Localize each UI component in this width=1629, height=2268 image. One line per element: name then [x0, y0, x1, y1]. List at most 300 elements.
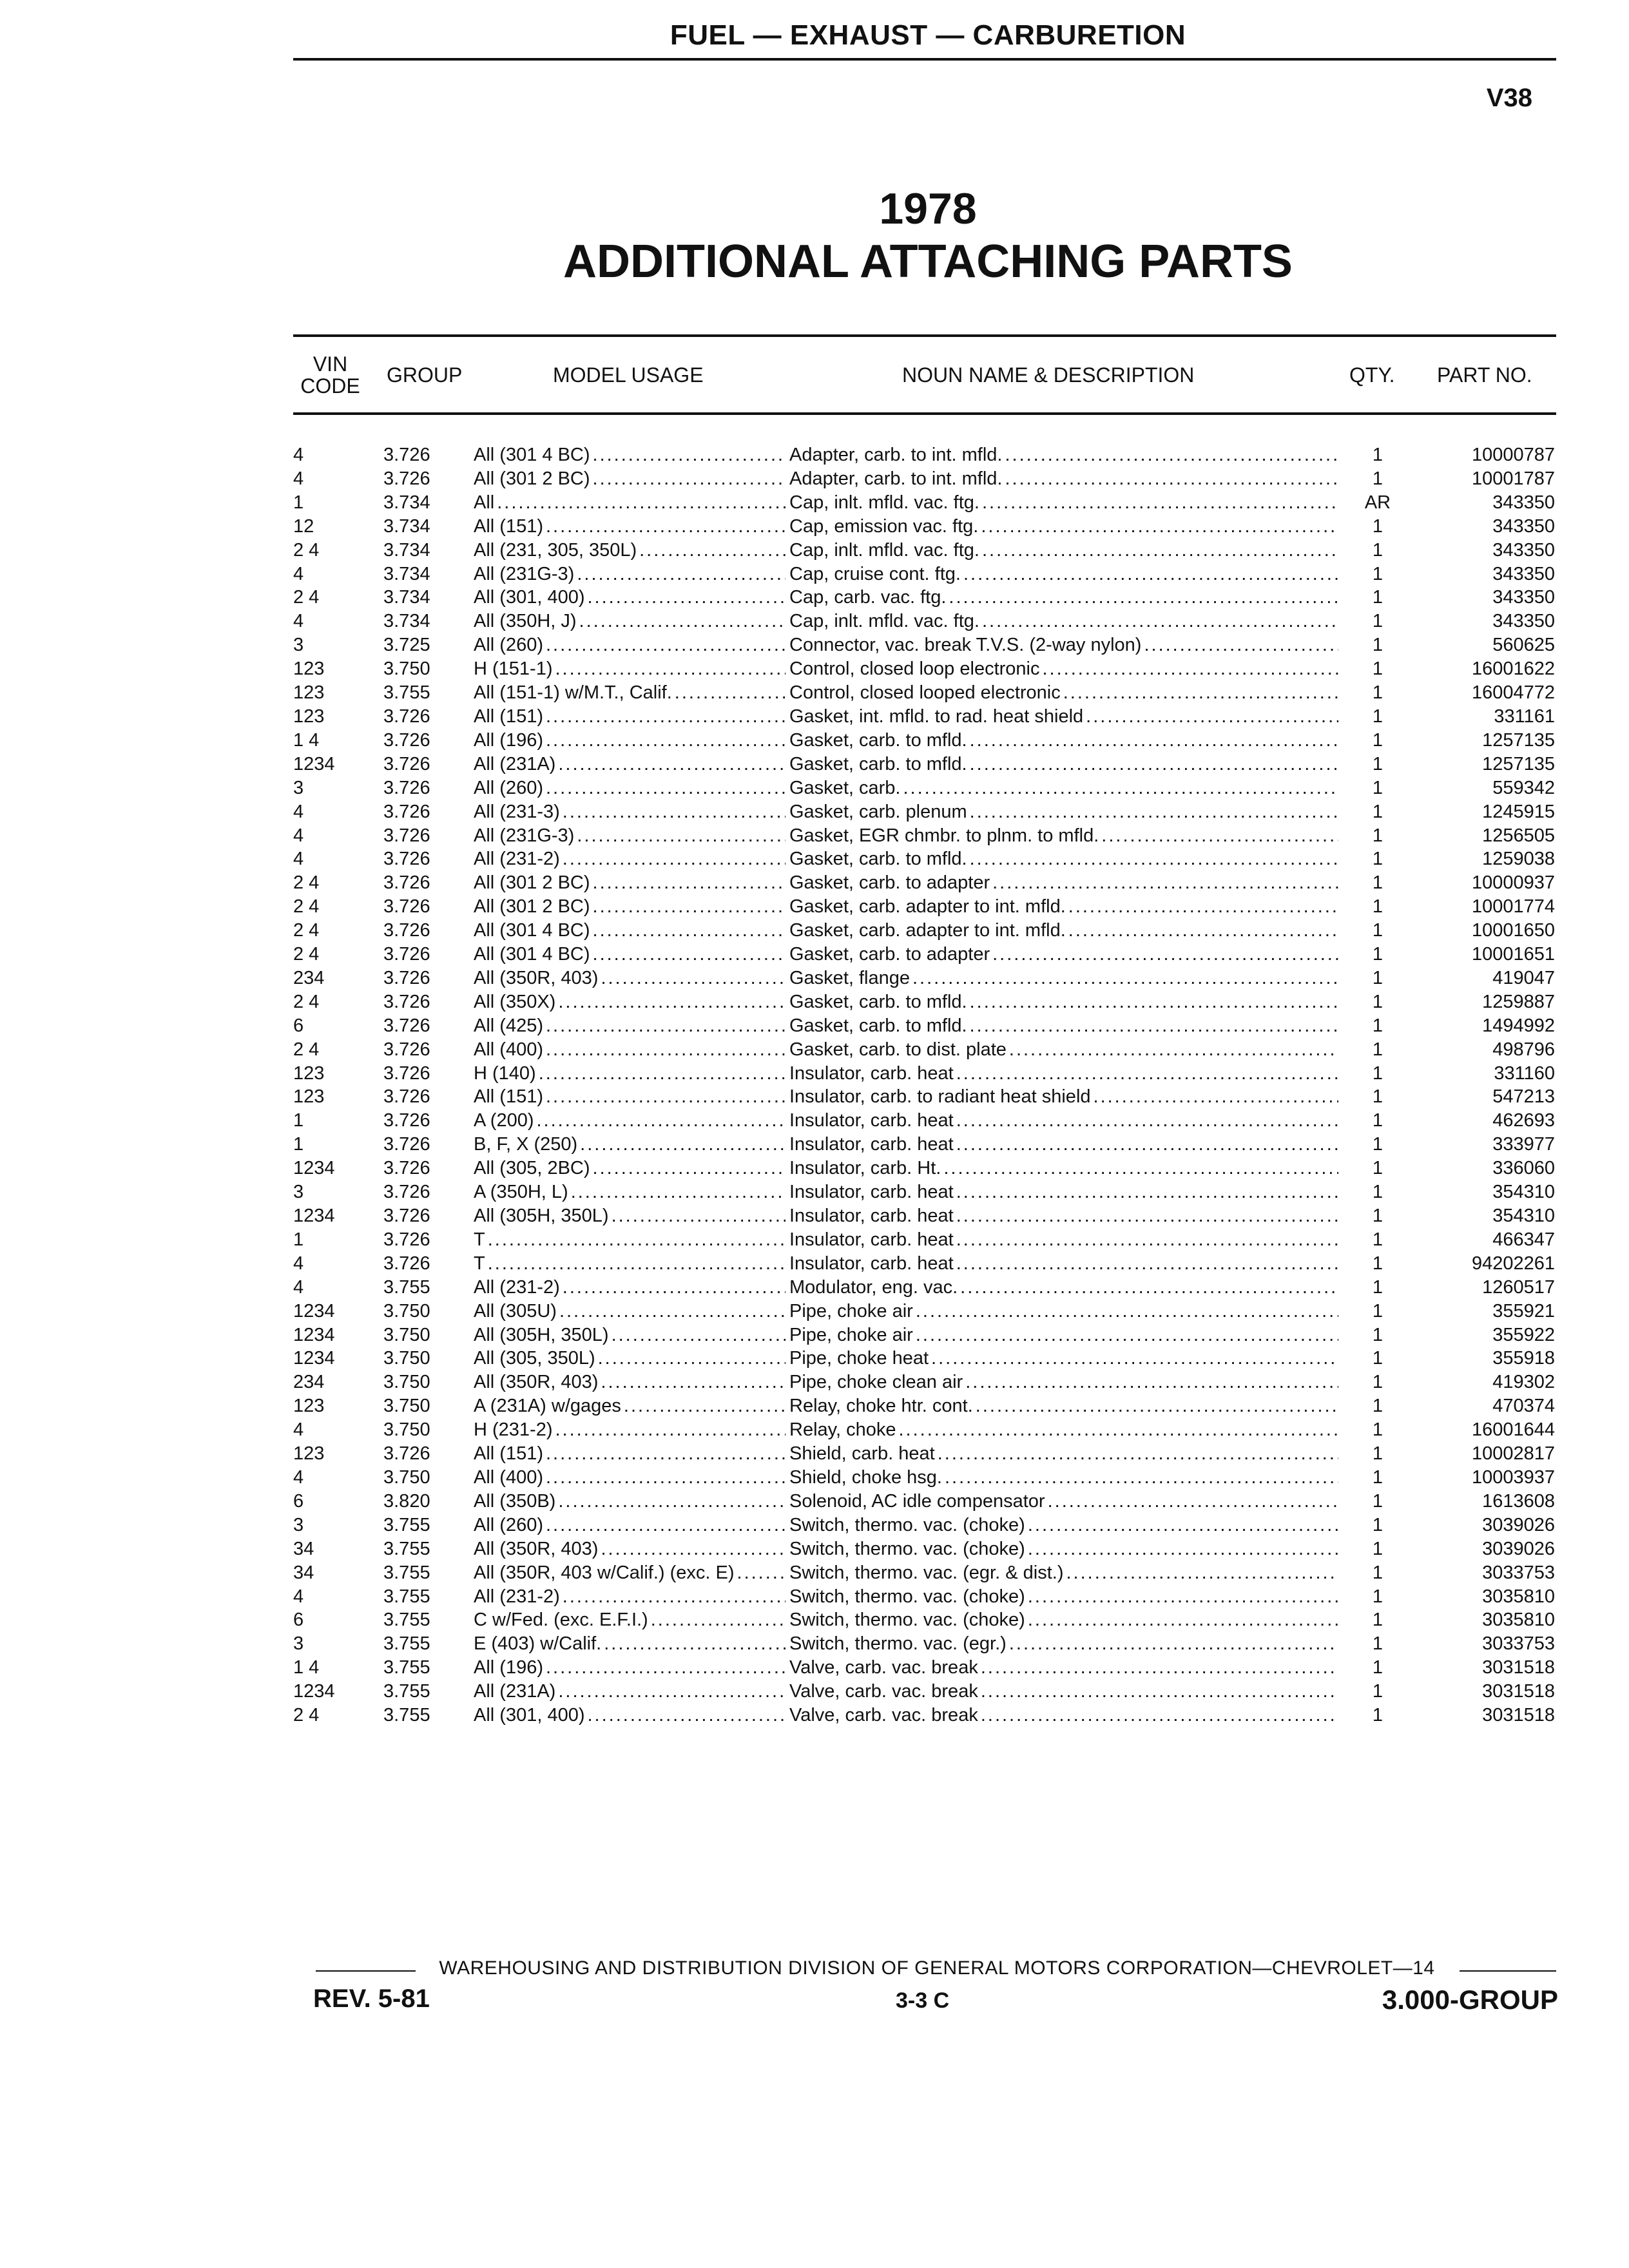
description-cell-text: Gasket, carb. to mfld.: [789, 753, 967, 774]
description-cell-text: Cap, inlt. mfld. vac. ftg.: [789, 611, 979, 632]
table-row: [293, 1680, 1555, 1704]
dot-leader: [497, 491, 786, 515]
description-cell: [789, 1109, 1342, 1133]
description-cell: [789, 491, 1342, 515]
vin-code-cell: 234: [293, 967, 325, 988]
description-cell: [789, 800, 1342, 824]
description-cell-leader: [789, 515, 1342, 539]
dot-leader: [1094, 1085, 1338, 1109]
description-cell-text: Gasket, carb. plenum: [789, 801, 967, 822]
table-row: [293, 895, 1555, 919]
qty-cell: 1: [1372, 1300, 1383, 1321]
dot-leader: [956, 1252, 1338, 1276]
model-usage-cell-text: All (151): [474, 515, 543, 537]
description-cell: [789, 1370, 1342, 1394]
dot-leader: [588, 586, 786, 610]
description-cell: [789, 1418, 1342, 1442]
model-usage-cell-leader: [474, 657, 789, 681]
group-cell: 3.726: [383, 1039, 430, 1060]
description-cell: [789, 1133, 1342, 1157]
table-row: [293, 1347, 1555, 1370]
group-cell: 3.726: [383, 1086, 430, 1108]
qty-cell: 1: [1372, 1324, 1383, 1345]
description-cell-text: Insulator, carb. heat: [789, 1182, 954, 1203]
qty-cell: 1: [1372, 1086, 1383, 1108]
model-usage-cell: [474, 990, 789, 1014]
model-usage-cell-leader: [474, 800, 789, 824]
description-cell: [789, 1442, 1342, 1466]
model-usage-cell-leader: [474, 847, 789, 871]
model-usage-cell-text: T: [474, 1253, 485, 1274]
part-number-cell: 355921: [1492, 1300, 1555, 1321]
dot-leader: [563, 800, 786, 824]
qty-cell: 1: [1372, 1586, 1383, 1607]
group-cell: 3.755: [383, 1610, 430, 1631]
group-cell: 3.734: [383, 515, 430, 537]
table-row: [293, 1204, 1555, 1228]
part-number-cell: 1259887: [1482, 991, 1555, 1012]
model-usage-cell-text: All (301 4 BC): [474, 944, 590, 965]
model-usage-cell-text: All (301 2 BC): [474, 872, 590, 894]
table-row: [293, 1252, 1555, 1276]
model-usage-cell: [474, 467, 789, 491]
table-row: [293, 1109, 1555, 1133]
qty-cell: 1: [1372, 967, 1383, 988]
group-cell: 3.734: [383, 587, 430, 608]
group-cell: 3.726: [383, 706, 430, 727]
group-cell: 3.755: [383, 1538, 430, 1559]
model-usage-cell: [474, 1704, 789, 1727]
dot-leader: [577, 824, 786, 848]
description-cell-leader: [789, 610, 1342, 633]
description-cell: [789, 1180, 1342, 1204]
dot-leader: [546, 1085, 786, 1109]
model-usage-cell-leader: [474, 1085, 789, 1109]
group-cell: 3.726: [383, 991, 430, 1012]
description-cell-text: Gasket, flange: [789, 967, 910, 988]
description-cell-leader: [789, 1180, 1342, 1204]
model-usage-cell-leader: [474, 895, 789, 919]
part-number-cell: 343350: [1492, 539, 1555, 561]
table-row: [293, 1632, 1555, 1656]
description-cell-leader: [789, 1585, 1342, 1609]
dot-leader: [593, 919, 786, 943]
description-cell-text: Gasket, carb. to mfld.: [789, 729, 967, 751]
dot-leader: [949, 586, 1338, 610]
qty-cell: 1: [1372, 1681, 1383, 1702]
vin-code-cell: 4: [293, 1276, 304, 1298]
qty-cell: 1: [1372, 1039, 1383, 1060]
model-usage-cell: [474, 1418, 789, 1442]
group-cell: 3.726: [383, 825, 430, 846]
description-cell: [789, 633, 1342, 657]
group-cell: 3.726: [383, 1206, 430, 1226]
table-row: [293, 562, 1555, 586]
part-number-cell: 3039026: [1482, 1514, 1555, 1535]
model-usage-cell: [474, 1608, 789, 1632]
description-cell: [789, 1300, 1342, 1323]
dot-leader: [651, 1608, 786, 1632]
column-header-top-rule: [293, 334, 1556, 337]
qty-cell: 1: [1372, 729, 1383, 751]
model-usage-cell: [474, 1085, 789, 1109]
description-cell: [789, 1585, 1342, 1609]
dot-leader: [593, 1157, 786, 1180]
table-row: [293, 729, 1555, 753]
model-usage-cell-text: All (350R, 403): [474, 1372, 599, 1393]
description-cell: [789, 1680, 1342, 1704]
part-number-cell: 3031518: [1482, 1657, 1555, 1678]
dot-leader: [970, 1014, 1338, 1038]
dot-leader: [912, 966, 1338, 990]
part-number-cell: 10001787: [1471, 468, 1555, 489]
model-usage-cell-leader: [474, 1561, 789, 1585]
description-cell-text: Gasket, int. mfld. to rad. heat shield: [789, 706, 1084, 727]
description-cell-leader: [789, 800, 1342, 824]
dot-leader: [601, 1370, 786, 1394]
description-cell-leader: [789, 562, 1342, 586]
vin-code-cell: 1234: [293, 753, 335, 774]
description-cell-text: Switch, thermo. vac. (egr.): [789, 1633, 1007, 1655]
model-usage-cell: [474, 1394, 789, 1418]
table-row: [293, 1300, 1555, 1323]
dot-leader: [546, 1442, 786, 1466]
part-number-cell: 343350: [1492, 515, 1555, 537]
dot-leader: [558, 1680, 786, 1704]
dot-leader: [675, 681, 786, 705]
vin-code-cell: 4: [293, 1466, 304, 1488]
description-cell-leader: [789, 1370, 1342, 1394]
model-usage-cell-leader: [474, 1228, 789, 1252]
vin-code-cell: 4: [293, 445, 304, 465]
description-cell-leader: [789, 1632, 1342, 1656]
vin-code-cell: 1: [293, 1110, 304, 1131]
model-usage-cell-text: All (151): [474, 1086, 543, 1108]
description-cell-text: Pipe, choke heat: [789, 1348, 929, 1369]
dot-leader: [970, 847, 1338, 871]
description-cell-leader: [789, 1109, 1342, 1133]
model-usage-cell: [474, 657, 789, 681]
vin-code-cell: 123: [293, 706, 325, 727]
dot-leader: [1066, 1561, 1338, 1585]
dot-leader: [1042, 657, 1338, 681]
dot-leader: [916, 1300, 1338, 1323]
group-cell: 3.750: [383, 1324, 430, 1345]
part-number-cell: 560625: [1492, 635, 1555, 656]
part-number-cell: 10000787: [1471, 445, 1555, 465]
dot-leader: [970, 800, 1338, 824]
dot-leader: [488, 1228, 786, 1252]
dot-leader: [1028, 1514, 1338, 1537]
part-number-cell: 343350: [1492, 563, 1555, 584]
qty-cell: 1: [1372, 944, 1383, 965]
model-usage-cell-leader: [474, 681, 789, 705]
page-title: ADDITIONAL ATTACHING PARTS: [563, 236, 1293, 287]
description-cell-text: Switch, thermo. vac. (choke): [789, 1538, 1025, 1559]
description-cell-leader: [789, 1680, 1342, 1704]
table-row: [293, 1276, 1555, 1300]
dot-leader: [956, 1204, 1338, 1228]
description-cell-text: Gasket, carb. to adapter: [789, 872, 990, 894]
qty-cell: 1: [1372, 920, 1383, 941]
dot-leader: [563, 847, 786, 871]
model-usage-cell: [474, 1014, 789, 1038]
description-cell: [789, 919, 1342, 943]
part-number-cell: 10001651: [1471, 944, 1555, 965]
description-cell-leader: [789, 633, 1342, 657]
vin-code-cell: 6: [293, 1015, 304, 1036]
vin-code-cell: 123: [293, 1062, 325, 1084]
group-cell: 3.750: [383, 1300, 430, 1321]
description-cell: [789, 871, 1342, 895]
part-number-cell: 1257135: [1482, 753, 1555, 774]
model-usage-cell: [474, 895, 789, 919]
vin-code-cell: 2 4: [293, 991, 320, 1012]
model-usage-cell-text: All (301, 400): [474, 1705, 585, 1726]
model-usage-cell-leader: [474, 919, 789, 943]
vin-code-cell: 1 4: [293, 1657, 320, 1678]
dot-leader: [992, 871, 1338, 895]
description-cell-leader: [789, 705, 1342, 729]
group-cell: 3.726: [383, 1158, 430, 1179]
group-cell: 3.726: [383, 1253, 430, 1274]
description-cell-leader: [789, 1252, 1342, 1276]
part-number-cell: 94202261: [1471, 1253, 1555, 1274]
vin-code-cell: 1: [293, 1134, 304, 1155]
group-cell: 3.726: [383, 920, 430, 941]
model-usage-cell-text: All (231G-3): [474, 563, 575, 584]
vin-code-cell: 123: [293, 658, 325, 680]
group-cell: 3.726: [383, 777, 430, 798]
model-usage-cell: [474, 539, 789, 562]
description-cell-leader: [789, 586, 1342, 610]
qty-cell: 1: [1372, 682, 1383, 704]
description-cell-text: Gasket, carb. to adapter: [789, 944, 990, 965]
description-cell: [789, 586, 1342, 610]
model-usage-cell-text: A (350H, L): [474, 1182, 568, 1203]
column-header-description: NOUN NAME & DESCRIPTION: [902, 363, 1195, 387]
description-cell: [789, 1561, 1342, 1585]
dot-leader: [1063, 681, 1338, 705]
dot-leader: [960, 1276, 1338, 1300]
qty-cell: 1: [1372, 1538, 1383, 1559]
description-cell: [789, 966, 1342, 990]
dot-leader: [593, 943, 786, 966]
description-cell: [789, 562, 1342, 586]
description-cell-leader: [789, 943, 1342, 966]
description-cell-text: Valve, carb. vac. break: [789, 1681, 978, 1702]
model-usage-cell-text: All (260): [474, 635, 543, 656]
table-row: [293, 633, 1555, 657]
description-cell-text: Gasket, carb. adapter to int. mfld.: [789, 920, 1066, 941]
description-cell-text: Gasket, carb. to mfld.: [789, 849, 967, 870]
description-cell: [789, 1466, 1342, 1490]
description-cell-text: Solenoid, AC idle compensator: [789, 1490, 1045, 1512]
part-number-cell: 10001650: [1471, 920, 1555, 941]
table-row: [293, 1418, 1555, 1442]
vin-code-cell: 2 4: [293, 920, 320, 941]
group-cell: 3.726: [383, 944, 430, 965]
model-usage-cell: [474, 753, 789, 776]
dot-leader: [943, 1157, 1338, 1180]
parts-table-body: [293, 443, 1555, 1727]
dot-leader: [956, 1109, 1338, 1133]
part-number-cell: 16001644: [1471, 1419, 1555, 1441]
table-row: [293, 1323, 1555, 1347]
part-number-cell: 419302: [1492, 1372, 1555, 1393]
description-cell-leader: [789, 1085, 1342, 1109]
dot-leader: [593, 443, 786, 467]
model-usage-cell-leader: [474, 1656, 789, 1680]
model-usage-cell-text: All (350B): [474, 1490, 556, 1512]
qty-cell: 1: [1372, 468, 1383, 489]
model-usage-cell: [474, 1514, 789, 1537]
dot-leader: [588, 1704, 786, 1727]
table-row: [293, 1490, 1555, 1514]
dot-leader: [903, 776, 1338, 800]
dot-leader: [563, 1276, 786, 1300]
model-usage-cell-leader: [474, 1252, 789, 1276]
dot-leader: [601, 966, 786, 990]
part-number-cell: 354310: [1492, 1206, 1555, 1226]
model-usage-cell-text: All (305U): [474, 1300, 557, 1321]
vin-code-cell: 4: [293, 563, 304, 584]
model-usage-cell-leader: [474, 1276, 789, 1300]
model-usage-cell: [474, 1228, 789, 1252]
model-usage-cell-leader: [474, 871, 789, 895]
model-usage-cell-leader: [474, 610, 789, 633]
table-row: [293, 1394, 1555, 1418]
model-usage-cell-text: All (231-2): [474, 1586, 560, 1607]
description-cell: [789, 1656, 1342, 1680]
qty-cell: 1: [1372, 1466, 1383, 1488]
dot-leader: [1101, 824, 1338, 848]
footer-page-ref: 3-3 C: [896, 1988, 950, 2013]
qty-cell: 1: [1372, 849, 1383, 870]
column-header-vin-line2: CODE: [300, 374, 360, 398]
table-row: [293, 539, 1555, 562]
model-usage-cell: [474, 1109, 789, 1133]
description-cell-leader: [789, 753, 1342, 776]
dot-leader: [981, 515, 1338, 539]
table-row: [293, 586, 1555, 610]
description-cell: [789, 753, 1342, 776]
vin-code-cell: 1234: [293, 1681, 335, 1702]
model-usage-cell-text: All (301, 400): [474, 587, 585, 608]
table-row: [293, 990, 1555, 1014]
model-usage-cell: [474, 515, 789, 539]
column-header-qty: QTY.: [1349, 363, 1395, 387]
model-usage-cell: [474, 729, 789, 753]
model-usage-cell: [474, 1585, 789, 1609]
model-usage-cell: [474, 705, 789, 729]
description-cell-leader: [789, 966, 1342, 990]
part-number-cell: 1245915: [1482, 801, 1555, 822]
group-cell: 3.750: [383, 1348, 430, 1369]
part-number-cell: 466347: [1492, 1229, 1555, 1250]
model-usage-cell: [474, 681, 789, 705]
model-usage-cell-text: All: [474, 492, 495, 513]
description-cell-text: Insulator, carb. heat: [789, 1134, 954, 1155]
table-row: [293, 1442, 1555, 1466]
dot-leader: [916, 1323, 1338, 1347]
part-number-cell: 470374: [1492, 1396, 1555, 1417]
model-usage-cell: [474, 1204, 789, 1228]
table-row: [293, 467, 1555, 491]
dot-leader: [612, 1204, 786, 1228]
model-usage-cell-text: All (305H, 350L): [474, 1206, 609, 1226]
dot-leader: [612, 1323, 786, 1347]
model-usage-cell-leader: [474, 1133, 789, 1157]
group-cell: 3.755: [383, 1633, 430, 1655]
model-usage-cell-text: All (231A): [474, 753, 556, 774]
model-usage-cell-text: All (231-2): [474, 849, 560, 870]
vin-code-cell: 234: [293, 1372, 325, 1393]
model-usage-cell-leader: [474, 562, 789, 586]
model-usage-cell: [474, 1300, 789, 1323]
group-cell: 3.755: [383, 682, 430, 704]
model-usage-cell-leader: [474, 1204, 789, 1228]
qty-cell: 1: [1372, 1657, 1383, 1678]
description-cell: [789, 657, 1342, 681]
part-number-cell: 16004772: [1471, 682, 1555, 704]
vin-code-cell: 2 4: [293, 872, 320, 894]
qty-cell: 1: [1372, 896, 1383, 918]
vin-code-cell: 123: [293, 1086, 325, 1108]
model-usage-cell-leader: [474, 1704, 789, 1727]
dot-leader: [981, 1680, 1338, 1704]
dot-leader: [593, 895, 786, 919]
description-cell-text: Gasket, carb.: [789, 777, 901, 798]
qty-cell: 1: [1372, 563, 1383, 584]
model-usage-cell-text: B, F, X (250): [474, 1134, 578, 1155]
group-cell: 3.755: [383, 1562, 430, 1583]
model-usage-cell-leader: [474, 729, 789, 753]
model-usage-cell-text: All (151): [474, 706, 543, 727]
description-cell-leader: [789, 1442, 1342, 1466]
dot-leader: [1005, 467, 1338, 491]
model-usage-cell: [474, 1537, 789, 1561]
model-usage-cell-text: All (151): [474, 1443, 543, 1465]
dot-leader: [938, 1442, 1338, 1466]
description-cell-text: Insulator, carb. to radiant heat shield: [789, 1086, 1091, 1108]
model-usage-cell-text: All (231, 305, 350L): [474, 539, 637, 561]
qty-cell: 1: [1372, 635, 1383, 656]
description-cell: [789, 1157, 1342, 1180]
part-number-cell: 1260517: [1482, 1276, 1555, 1298]
vin-code-cell: 4: [293, 468, 304, 489]
vin-code-cell: 4: [293, 611, 304, 632]
description-cell: [789, 443, 1342, 467]
table-row: [293, 871, 1555, 895]
description-cell-leader: [789, 1276, 1342, 1300]
qty-cell: 1: [1372, 1562, 1383, 1583]
description-cell-text: Switch, thermo. vac. (choke): [789, 1610, 1025, 1631]
table-row: [293, 1133, 1555, 1157]
vin-code-cell: 2 4: [293, 587, 320, 608]
dot-leader: [580, 1133, 786, 1157]
model-usage-cell-leader: [474, 1394, 789, 1418]
description-cell-leader: [789, 1514, 1342, 1537]
model-usage-cell: [474, 443, 789, 467]
qty-cell: 1: [1372, 1158, 1383, 1179]
qty-cell: 1: [1372, 1253, 1383, 1274]
description-cell-leader: [789, 1062, 1342, 1086]
vin-code-cell: 4: [293, 1586, 304, 1607]
description-cell-text: Insulator, carb. heat: [789, 1206, 954, 1226]
model-usage-cell-text: E (403) w/Calif.: [474, 1633, 602, 1655]
dot-leader: [945, 1466, 1338, 1490]
